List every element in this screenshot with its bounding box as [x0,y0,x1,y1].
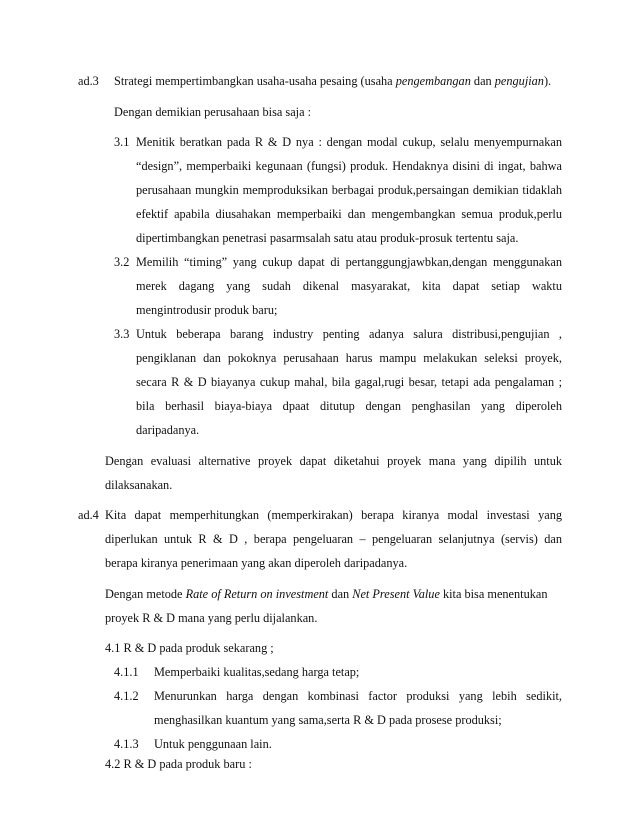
item-4-1-2-line: Menurunkan harga dengan kombinasi factor produksi yang lebih sedikit, [154,689,562,703]
ad3-heading: Strategi mempertimbangkan usaha-usaha pesaing (usaha pengembangan dan pengujian). [114,74,552,88]
section-label-ad3: ad.3 [78,74,99,88]
item-3-1-line: efektif apabila diusahakan memperbaiki dan mengembangkan semua produk,perlu [136,207,562,221]
item-3-3-line: pengiklanan dan pokoknya perusahaan harus mampu melakukan seleksi proyek, [136,351,562,365]
method-line: proyek R & D mana yang perlu dijalankan. [105,611,318,625]
item-3-1-line: dipertimbangkan penetrasi pasarmsalah satu atau produk-prosuk tertentu saja. [136,231,519,245]
section-label-ad4: ad.4 [78,508,99,522]
item-3-1-line: Menitik beratkan pada R & D nya : dengan modal cukup, selalu menyempurnakan [136,135,562,149]
item-4-1-1-text: Memperbaiki kualitas,sedang harga tetap; [154,665,360,679]
item-3-3-line: Untuk beberapa barang industry penting adanya salura distribusi,pengujian , [136,327,562,341]
item-3-3-line: bila berhasil biaya-biaya dpaat ditutup dengan penghasilan yang diperoleh [136,399,562,413]
method-line: Dengan metode Rate of Return on investment dan Net Present Value kita bisa menentukan [105,587,548,601]
item-4-1-2-label: 4.1.2 [114,689,139,703]
ad4-line: berapa kiranya penerimaan yang akan diperoleh daripadanya. [105,556,408,570]
item-3-2-line: mengintrodusir produk baru; [136,303,278,317]
evaluation-line: Dengan evaluasi alternative proyek dapat diketahui proyek mana yang dipilih untuk [105,454,562,468]
item-3-2-line: Memilih “timing” yang cukup dapat di pertanggungjawbkan,dengan menggunakan [136,255,562,269]
subsection-4-1: 4.1 R & D pada produk sekarang ; [105,641,274,655]
item-3-1-label: 3.1 [114,135,130,149]
item-4-1-3-text: Untuk penggunaan lain. [154,737,272,751]
item-3-3-label: 3.3 [114,327,130,341]
item-4-1-2-line: menghasilkan kuantum yang sama,serta R & D pada prosese produksi; [154,713,502,727]
item-3-1-line: perusahaan mungkin memproduksikan berbagai produk,persaingan demikian tidaklah [136,183,562,197]
item-3-1-line: “design”, memperbaiki kegunaan (fungsi) produk. Hendaknya disini di ingat, bahwa [136,159,562,173]
item-3-2-line: merek dagang yang sudah dikenal masyarakat, kita dapat setiap waktu [136,279,562,293]
subsection-4-2: 4.2 R & D pada produk baru : [105,757,252,771]
ad3-intro: Dengan demikian perusahaan bisa saja : [114,105,312,119]
item-4-1-1-label: 4.1.1 [114,665,139,679]
evaluation-line: dilaksanakan. [105,478,173,492]
ad4-line: Kita dapat memperhitungkan (memperkirakan) berapa kiranya modal investasi yang [105,508,562,522]
item-3-2-label: 3.2 [114,255,130,269]
item-3-3-line: secara R & D biayanya cukup mahal, bila gagal,rugi besar, tetapi ada pengalaman ; [136,375,562,389]
ad4-line: diperlukan untuk R & D , berapa pengeluaran – pengeluaran selanjutnya (servis) dan [105,532,562,546]
item-4-1-3-label: 4.1.3 [114,737,139,751]
item-3-3-line: daripadanya. [136,423,200,437]
